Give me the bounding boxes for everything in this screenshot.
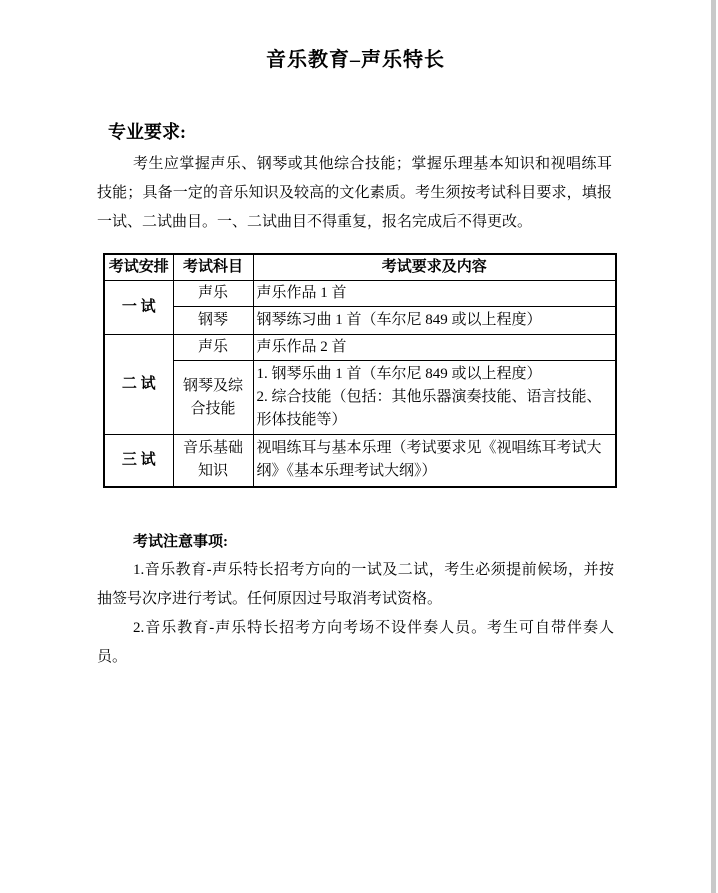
subject-cell: 钢琴及综合技能: [173, 361, 253, 435]
stage-third-exam: 三 试: [104, 435, 173, 487]
requirements-heading: 专业要求:: [108, 122, 186, 142]
content-cell: 钢琴练习曲 1 首（车尔尼 849 或以上程度）: [253, 307, 616, 335]
table-row: [104, 361, 616, 435]
content-line: 1. 钢琴乐曲 1 首（车尔尼 849 或以上程度）: [256, 366, 542, 382]
table-row: [104, 335, 616, 361]
table-row: [104, 435, 616, 487]
header-exam-subject: 考试科目: [173, 254, 253, 281]
exam-note-item: 2.音乐教育-声乐特长招考方向考场不设伴奏人员。考生可自带伴奏人员。: [97, 620, 614, 665]
content-line: 2. 综合技能（包括：其他乐器演奏技能、语言技能、形体技能等）: [256, 389, 602, 428]
content-cell: 声乐作品 2 首: [253, 335, 616, 361]
exam-notes-heading: 考试注意事项:: [133, 534, 228, 550]
exam-notes: [97, 556, 614, 672]
page-title: 音乐教育–声乐特长: [266, 49, 445, 71]
content-cell: 视唱练耳与基本乐理（考试要求见《视唱练耳考试大纲》《基本乐理考试大纲》）: [253, 435, 616, 487]
stage-first-exam: 一 试: [104, 281, 173, 335]
table-row: [104, 307, 616, 335]
content-cell: [253, 361, 616, 435]
header-exam-requirements: 考试要求及内容: [253, 254, 616, 281]
header-exam-arrangement: 考试安排: [104, 254, 173, 281]
subject-cell: 声乐: [173, 335, 253, 361]
subject-cell: 钢琴: [173, 307, 253, 335]
right-page-edge: [711, 0, 716, 893]
subject-cell: 音乐基础知识: [173, 435, 253, 487]
exam-table-header-row: [104, 254, 616, 281]
exam-table: [103, 253, 617, 488]
stage-second-exam: 二 试: [104, 335, 173, 435]
requirements-paragraph: 考生应掌握声乐、钢琴或其他综合技能；掌握乐理基本知识和视唱练耳技能；具备一定的音乐知识及较高的文化素质。考生须按考试科目要求，填报一试、二试曲目。一、二试曲目不得重复，报名完成后不得更改。: [97, 156, 612, 230]
table-row: [104, 281, 616, 307]
exam-note-item: 1.音乐教育-声乐特长招考方向的一试及二试，考生必须提前候场，并按抽签号次序进行考试。任何原因过号取消考试资格。: [97, 562, 614, 607]
subject-cell: 声乐: [173, 281, 253, 307]
content-cell: 声乐作品 1 首: [253, 281, 616, 307]
